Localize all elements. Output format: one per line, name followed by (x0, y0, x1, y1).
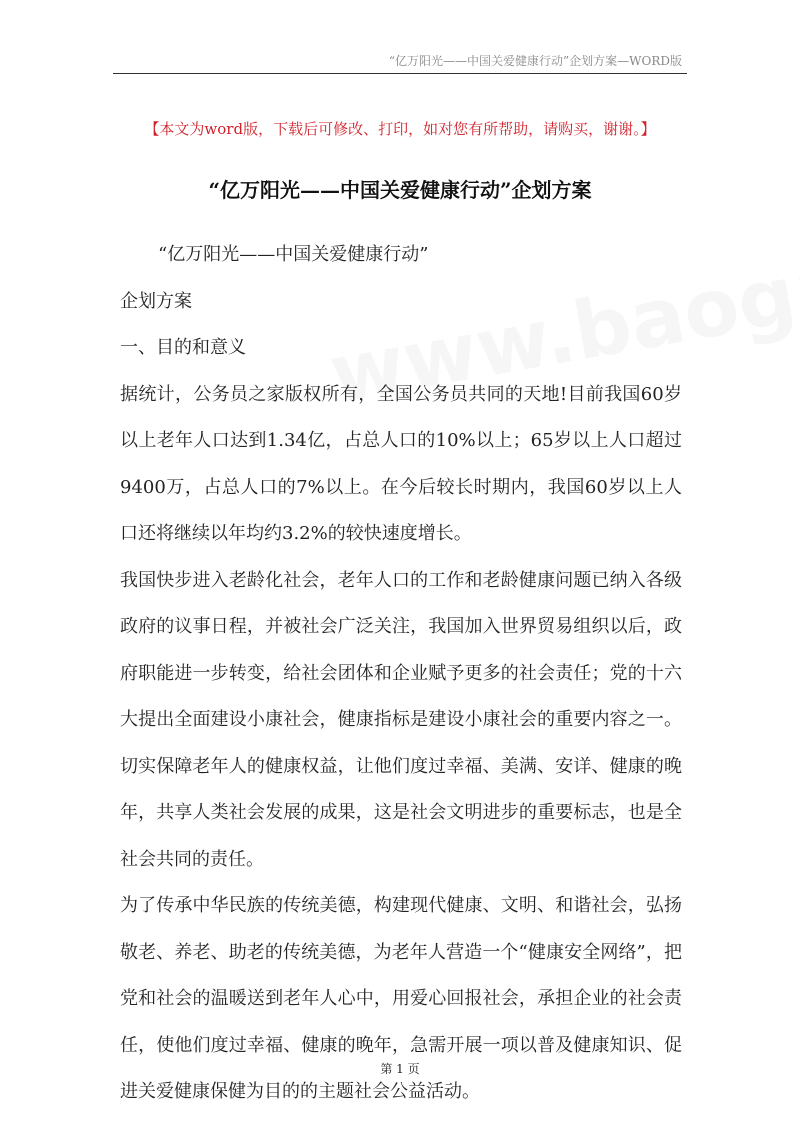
subtitle: “亿万阳光——中国关爱健康行动” (158, 244, 429, 265)
page-number: 第 1 页 (380, 1062, 420, 1076)
download-notice: 【本文为word版，下载后可修改、打印，如对您有所帮助，请购买，谢谢。】 (144, 120, 656, 138)
section-heading: 一、目的和意义 (120, 337, 246, 358)
paragraph-1: 据统计，公务员之家版权所有，全国公务员共同的天地!目前我国60岁以上老年人口达到1.34亿，占总人口的10%以上；65岁以上人口超过9400万，占总人口的7%以上。在今后较长时期内，我国60岁以上人口还将继续以年均约3.2%的较快速度增长。 (120, 383, 682, 544)
paragraph-2: 我国快步进入老龄化社会，老年人口的工作和老龄健康问题已纳入各级政府的议事日程，并被社会广泛关注，我国加入世界贸易组织以后，政府职能进一步转变，给社会团体和企业赋予更多的社会责任；党的十六大提出全面建设小康社会，健康指标是建设小康社会的重要内容之一。切实保障老年人的健康权益，让他们度过幸福、美满、安详、健康的晚年，共享人类社会发展的成果，这是社会文明进步的重要标志，也是全社会共同的责任。 (120, 569, 682, 870)
page-header: “亿万阳光——中国关爱健康行动”企划方案—WORD版 (388, 54, 682, 68)
document-body (120, 232, 682, 1116)
subtitle-line-2: 企划方案 (120, 290, 192, 312)
document-title: “亿万阳光——中国关爱健康行动”企划方案 (208, 178, 592, 202)
header-divider (113, 73, 687, 74)
paragraph-3: 为了传承中华民族的传统美德，构建现代健康、文明、和谐社会，弘扬敬老、养老、助老的传统美德，为老年人营造一个“健康安全网络”，把党和社会的温暖送到老年人心中，用爱心回报社会，承担企业的社会责任，使他们度过幸福、健康的晚年，急需开展一项以普及健康知识、促进关爱健康保健为目的的主题社会公益活动。 (120, 895, 682, 1102)
